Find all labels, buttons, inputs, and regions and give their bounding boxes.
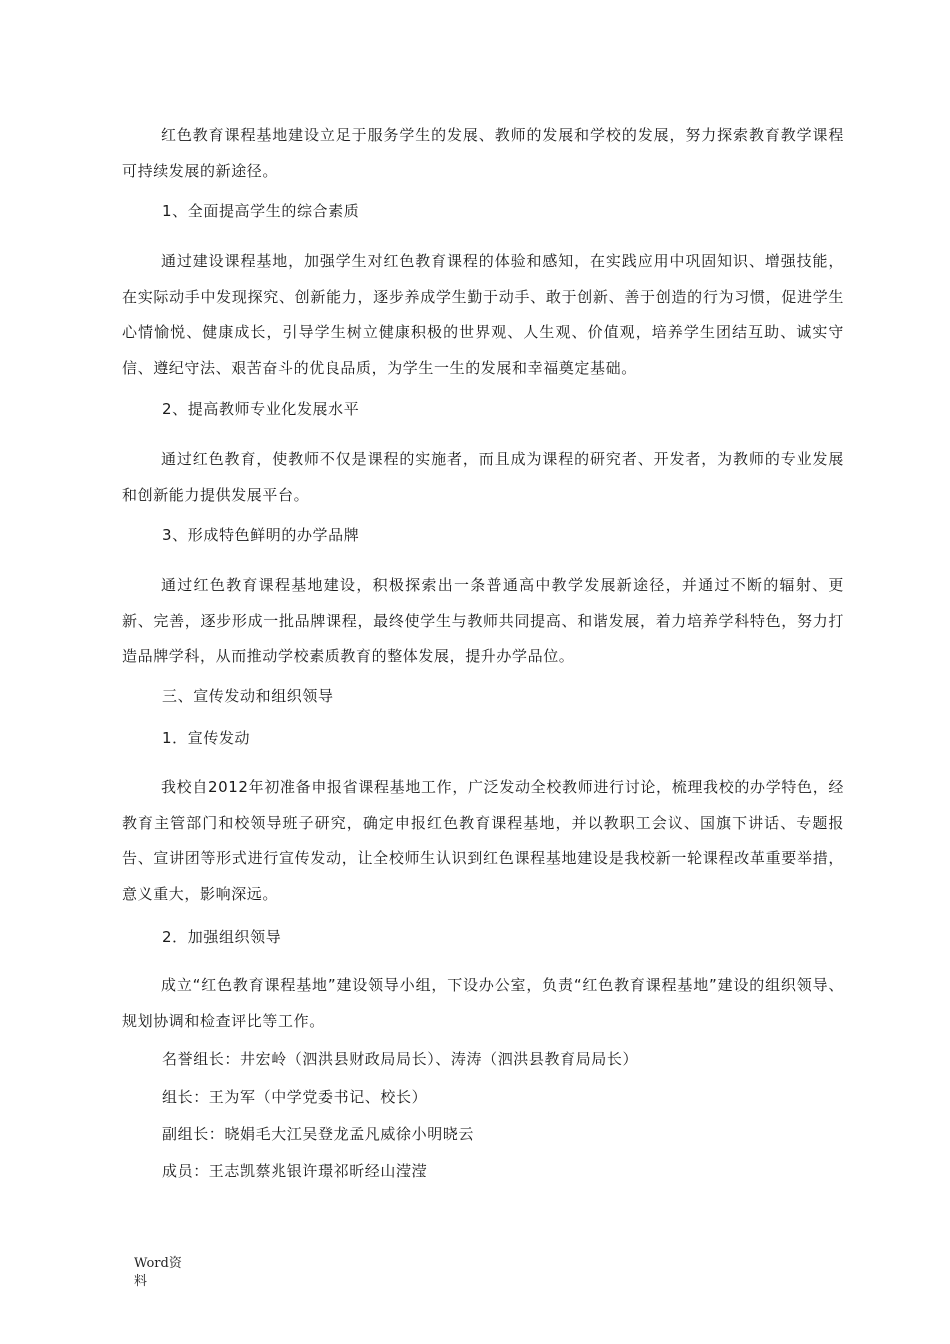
- goal-3-heading: 3、形成特色鲜明的办学品牌: [162, 526, 360, 544]
- subsection-2-heading: 2．加强组织领导: [162, 928, 282, 946]
- leader-line: 组长：王为军（中学党委书记、校长）: [162, 1088, 428, 1106]
- honorary-leaders-line: 名誉组长：井宏岭（泗洪县财政局局长）、涛涛（泗洪县教育局局长）: [162, 1050, 639, 1068]
- subsection-2-paragraph: 成立“红色教育课程基地”建设领导小组，下设办公室，负责“红色教育课程基地”建设的组织领导、规划协调和检查评比等工作。: [122, 976, 844, 1030]
- goal-1-paragraph: 通过建设课程基地，加强学生对红色教育课程的体验和感知，在实践应用中巩固知识、增强技能，在实际动手中发现探究、创新能力，逐步养成学生勤于动手、敢于创新、善于创造的行为习惯，促进学生心情愉悦、健康成长，引导学生树立健康积极的世界观、人生观、价值观，培养学生团结互助、诚实守信、遵纪守法、艰苦奋斗的优良品质，为学生一生的发展和幸福奠定基础。: [122, 252, 844, 377]
- goal-2-paragraph: 通过红色教育，使教师不仅是课程的实施者，而且成为课程的研究者、开发者，为教师的专业发展和创新能力提供发展平台。: [122, 450, 844, 504]
- intro-paragraph: 红色教育课程基地建设立足于服务学生的发展、教师的发展和学校的发展，努力探索教育教学课程可持续发展的新途径。: [122, 126, 844, 180]
- subsection-1-heading: 1．宣传发动: [162, 729, 251, 747]
- deputy-leaders-line: 副组长：晓娟毛大江吴登龙孟凡威徐小明晓云: [162, 1125, 475, 1143]
- section-3-heading: 三、宣传发动和组织领导: [162, 687, 334, 705]
- members-line: 成员：王志凯蔡兆银许璟祁昕经山滢滢: [162, 1162, 428, 1180]
- goal-2-heading: 2、提高教师专业化发展水平: [162, 400, 360, 418]
- footer-label: Word资料: [134, 1256, 182, 1289]
- subsection-1-paragraph: 我校自2012年初准备申报省课程基地工作，广泛发动全校教师进行讨论，梳理我校的办学特色，经教育主管部门和校领导班子研究，确定申报红色教育课程基地，并以教职工会议、国旗下讲话、专题报告、宣讲团等形式进行宣传发动，让全校师生认识到红色课程基地建设是我校新一轮课程改革重要举措，意义重大，影响深远。: [122, 778, 844, 903]
- goal-1-heading: 1、全面提高学生的综合素质: [162, 202, 360, 220]
- goal-3-paragraph: 通过红色教育课程基地建设，积极探索出一条普通高中教学发展新途径，并通过不断的辐射、更新、完善，逐步形成一批品牌课程，最终使学生与教师共同提高、和谐发展，着力培养学科特色，努力打造品牌学科，从而推动学校素质教育的整体发展，提升办学品位。: [122, 576, 844, 665]
